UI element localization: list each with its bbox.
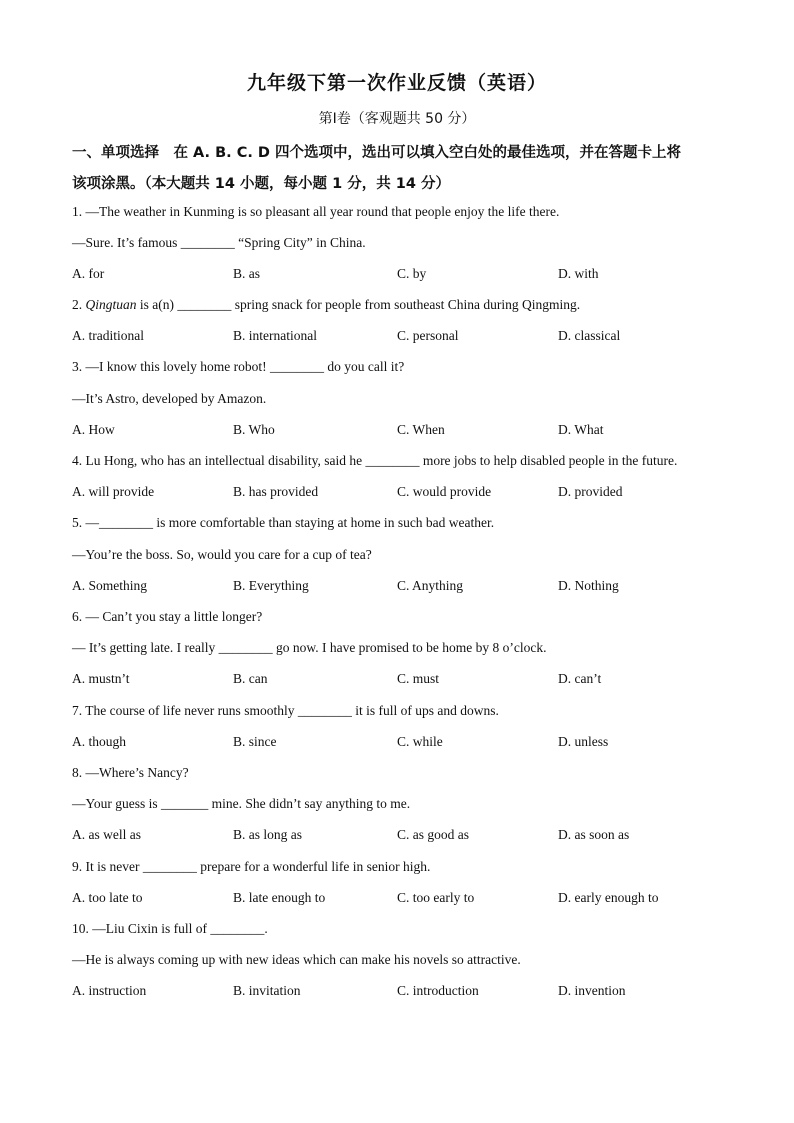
question-6-line-2: — It’s getting late. I really ________ go now. I have promised to be home by 8 o’clock. [72,640,547,655]
question-3-options [72,422,732,440]
question-1-option-b[interactable]: B. as [233,266,260,281]
question-3-line-1: 3. —I know this lovely home robot! ________ do you call it? [72,359,405,374]
section-instruction-line-1: 一、单项选择 在 A. B. C. D 四个选项中，选出可以填入空白处的最佳选项，并在答题卡上将 [72,145,681,161]
question-9-option-d[interactable]: D. early enough to [558,890,659,905]
question-3-option-d[interactable]: D. What [558,422,604,437]
question-3-option-b[interactable]: B. Who [233,422,275,437]
question-7-option-a[interactable]: A. though [72,734,126,749]
question-6-option-b[interactable]: B. can [233,671,268,686]
question-2-line-1 [72,297,580,313]
question-5-line-2: —You’re the boss. So, would you care for a cup of tea? [72,547,372,562]
question-1-option-a[interactable]: A. for [72,266,105,281]
question-4-option-d[interactable]: D. provided [558,484,623,499]
question-5-option-b[interactable]: B. Everything [233,578,309,593]
question-7-option-d[interactable]: D. unless [558,734,609,749]
question-2-number: 2. [72,297,86,312]
question-8-option-c[interactable]: C. as good as [397,827,469,842]
question-9-options [72,890,732,908]
question-1-options [72,266,732,284]
question-9-line-1: 9. It is never ________ prepare for a wonderful life in senior high. [72,859,431,874]
question-2-term: Qingtuan [85,297,137,312]
question-10-option-a[interactable]: A. instruction [72,983,147,998]
question-8-option-b[interactable]: B. as long as [233,827,302,842]
question-6-line-1: 6. — Can’t you stay a little longer? [72,609,263,624]
question-4-line-1: 4. Lu Hong, who has an intellectual disability, said he ________ more jobs to help disabled people in the future. [72,453,678,468]
question-1-option-c[interactable]: C. by [397,266,427,281]
question-6-option-c[interactable]: C. must [397,671,440,686]
question-2-option-d[interactable]: D. classical [558,328,621,343]
question-4-option-a[interactable]: A. will provide [72,484,155,499]
question-6-option-a[interactable]: A. mustn’t [72,671,130,686]
question-8-line-1: 8. —Where’s Nancy? [72,765,189,780]
question-7-options [72,734,732,752]
question-10-line-1: 10. —Liu Cixin is full of ________. [72,921,268,936]
question-8-line-2: —Your guess is _______ mine. She didn’t say anything to me. [72,796,411,811]
page-subtitle: 第Ⅰ卷（客观题共 50 分） [318,111,476,127]
question-7-option-b[interactable]: B. since [233,734,277,749]
question-5-option-a[interactable]: A. Something [72,578,148,593]
page-title: 九年级下第一次作业反馈（英语） [246,72,547,94]
question-8-option-a[interactable]: A. as well as [72,827,141,842]
question-10-option-b[interactable]: B. invitation [233,983,301,998]
question-1-option-d[interactable]: D. with [558,266,599,281]
question-2-option-b[interactable]: B. international [233,328,317,343]
question-4-option-b[interactable]: B. has provided [233,484,319,499]
question-3-line-2: —It’s Astro, developed by Amazon. [72,391,267,406]
question-1-line-1: 1. —The weather in Kunming is so pleasant all year round that people enjoy the life there. [72,204,560,219]
question-3-option-a[interactable]: A. How [72,422,115,437]
question-7-option-c[interactable]: C. while [397,734,443,749]
question-4-options [72,484,732,502]
question-2-option-c[interactable]: C. personal [397,328,459,343]
question-2-text: is a(n) ________ spring snack for people from southeast China during Qingming. [136,297,581,312]
question-9-option-b[interactable]: B. late enough to [233,890,326,905]
question-5-line-1: 5. —________ is more comfortable than staying at home in such bad weather. [72,515,495,530]
question-10-options [72,983,732,1001]
question-3-option-c[interactable]: C. When [397,422,445,437]
question-10-option-d[interactable]: D. invention [558,983,626,998]
question-5-options [72,578,732,596]
question-10-option-c[interactable]: C. introduction [397,983,479,998]
question-9-option-c[interactable]: C. too early to [397,890,475,905]
question-4-option-c[interactable]: C. would provide [397,484,492,499]
question-10-line-2: —He is always coming up with new ideas which can make his novels so attractive. [72,952,521,967]
question-7-line-1: 7. The course of life never runs smoothly ________ it is full of ups and downs. [72,703,499,718]
question-5-option-d[interactable]: D. Nothing [558,578,619,593]
question-2-options [72,328,732,346]
question-1-line-2: —Sure. It’s famous ________ “Spring City” in China. [72,235,366,250]
question-8-option-d[interactable]: D. as soon as [558,827,630,842]
question-6-options [72,671,732,689]
question-9-option-a[interactable]: A. too late to [72,890,143,905]
question-5-option-c[interactable]: C. Anything [397,578,464,593]
question-2-option-a[interactable]: A. traditional [72,328,144,343]
section-instruction-line-2: 该项涂黑。（本大题共 14 小题，每小题 1 分，共 14 分） [72,176,450,192]
question-8-options [72,827,732,845]
question-6-option-d[interactable]: D. can’t [558,671,602,686]
